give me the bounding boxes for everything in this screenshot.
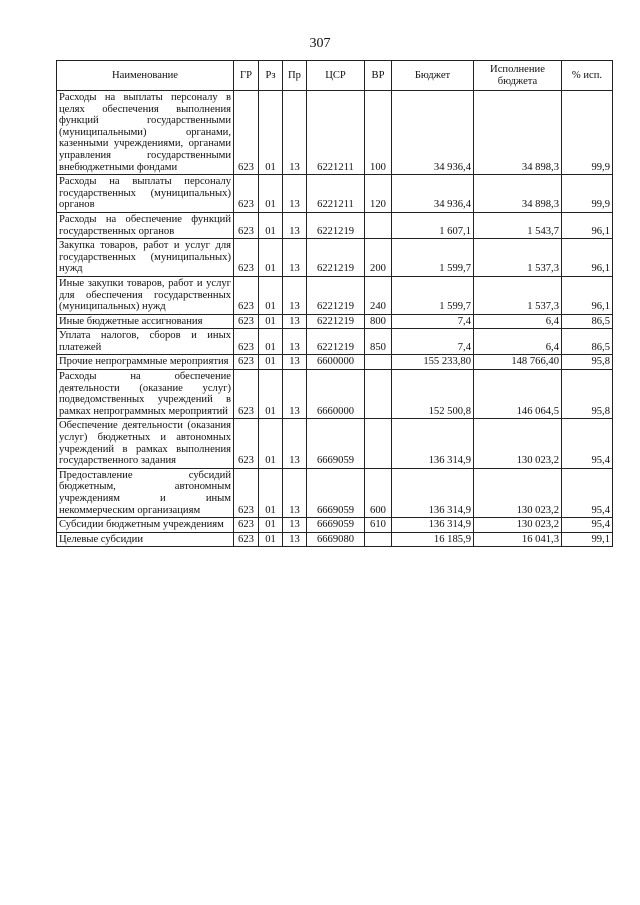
cell-execution: 1 543,7 (474, 212, 562, 238)
cell-budget: 155 233,80 (392, 355, 474, 370)
cell-name: Иные бюджетные ассигнования (57, 314, 234, 329)
cell-percent: 95,4 (562, 419, 613, 468)
cell-gr: 623 (234, 91, 259, 175)
cell-percent: 96,1 (562, 276, 613, 314)
cell-pr: 13 (283, 91, 307, 175)
cell-csr: 6221211 (307, 175, 365, 213)
cell-name: Уплата налогов, сборов и иных платежей (57, 329, 234, 355)
cell-pr: 13 (283, 419, 307, 468)
cell-csr: 6221211 (307, 91, 365, 175)
cell-rz: 01 (259, 355, 283, 370)
cell-budget: 34 936,4 (392, 175, 474, 213)
cell-percent: 95,8 (562, 370, 613, 419)
cell-execution: 34 898,3 (474, 175, 562, 213)
table-row (57, 91, 613, 175)
cell-csr: 6221219 (307, 276, 365, 314)
cell-percent: 86,5 (562, 314, 613, 329)
cell-vr: 100 (365, 91, 392, 175)
cell-percent: 99,1 (562, 532, 613, 547)
cell-percent: 96,1 (562, 212, 613, 238)
cell-budget: 1 607,1 (392, 212, 474, 238)
cell-name: Расходы на выплаты персоналу в целях обеспечения выполнения функций государственными (муниципальными) органами, казенными учреждениями, органами управления государственными внебюджетными фондами (57, 91, 234, 175)
cell-execution: 16 041,3 (474, 532, 562, 547)
cell-gr: 623 (234, 370, 259, 419)
cell-csr: 6669080 (307, 532, 365, 547)
cell-execution: 6,4 (474, 329, 562, 355)
cell-name: Целевые субсидии (57, 532, 234, 547)
cell-csr: 6669059 (307, 419, 365, 468)
cell-pr: 13 (283, 518, 307, 533)
cell-budget: 7,4 (392, 314, 474, 329)
header-csr: ЦСР (307, 61, 365, 91)
cell-gr: 623 (234, 419, 259, 468)
cell-gr: 623 (234, 532, 259, 547)
cell-gr: 623 (234, 239, 259, 277)
cell-rz: 01 (259, 370, 283, 419)
cell-gr: 623 (234, 276, 259, 314)
table-row (57, 314, 613, 329)
cell-vr: 610 (365, 518, 392, 533)
cell-rz: 01 (259, 239, 283, 277)
cell-pr: 13 (283, 175, 307, 213)
cell-gr: 623 (234, 355, 259, 370)
cell-execution: 130 023,2 (474, 518, 562, 533)
cell-percent: 86,5 (562, 329, 613, 355)
cell-budget: 136 314,9 (392, 518, 474, 533)
cell-name: Обеспечение деятельности (оказания услуг) бюджетных и автономных учреждений в рамках выполнения государственного задания (57, 419, 234, 468)
table-row (57, 329, 613, 355)
cell-vr: 200 (365, 239, 392, 277)
cell-vr: 120 (365, 175, 392, 213)
cell-rz: 01 (259, 329, 283, 355)
cell-vr (365, 370, 392, 419)
table-row (57, 370, 613, 419)
cell-name: Предоставление субсидий бюджетным, автономным учреждениям и иным некоммерческим организациям (57, 468, 234, 517)
header-gr: ГР (234, 61, 259, 91)
cell-vr: 800 (365, 314, 392, 329)
cell-vr (365, 355, 392, 370)
cell-name: Расходы на обеспечение деятельности (оказание услуг) подведомственных учреждений в рамках непрограммных мероприятий (57, 370, 234, 419)
cell-percent: 99,9 (562, 91, 613, 175)
cell-budget: 1 599,7 (392, 276, 474, 314)
header-pr: Пр (283, 61, 307, 91)
cell-csr: 6221219 (307, 329, 365, 355)
table-row (57, 532, 613, 547)
cell-rz: 01 (259, 518, 283, 533)
page-number: 307 (309, 36, 331, 51)
cell-gr: 623 (234, 468, 259, 517)
cell-csr: 6600000 (307, 355, 365, 370)
cell-execution: 130 023,2 (474, 419, 562, 468)
cell-rz: 01 (259, 175, 283, 213)
cell-csr: 6221219 (307, 314, 365, 329)
cell-name: Субсидии бюджетным учреждениям (57, 518, 234, 533)
cell-budget: 152 500,8 (392, 370, 474, 419)
cell-rz: 01 (259, 419, 283, 468)
cell-rz: 01 (259, 212, 283, 238)
table-row (57, 212, 613, 238)
cell-vr (365, 212, 392, 238)
cell-percent: 95,4 (562, 518, 613, 533)
cell-vr: 240 (365, 276, 392, 314)
cell-budget: 136 314,9 (392, 468, 474, 517)
cell-gr: 623 (234, 212, 259, 238)
cell-gr: 623 (234, 518, 259, 533)
cell-vr: 850 (365, 329, 392, 355)
cell-execution: 148 766,40 (474, 355, 562, 370)
cell-percent: 96,1 (562, 239, 613, 277)
cell-pr: 13 (283, 212, 307, 238)
cell-vr: 600 (365, 468, 392, 517)
cell-vr (365, 419, 392, 468)
table-row (57, 239, 613, 277)
cell-execution: 1 537,3 (474, 239, 562, 277)
cell-pr: 13 (283, 355, 307, 370)
cell-pr: 13 (283, 329, 307, 355)
cell-rz: 01 (259, 91, 283, 175)
table-row (57, 468, 613, 517)
header-vr: ВР (365, 61, 392, 91)
cell-csr: 6221219 (307, 212, 365, 238)
cell-gr: 623 (234, 329, 259, 355)
cell-csr: 6221219 (307, 239, 365, 277)
cell-gr: 623 (234, 314, 259, 329)
cell-name: Иные закупки товаров, работ и услуг для обеспечения государственных (муниципальных) нужд (57, 276, 234, 314)
cell-budget: 16 185,9 (392, 532, 474, 547)
cell-execution: 6,4 (474, 314, 562, 329)
cell-pr: 13 (283, 276, 307, 314)
cell-percent: 95,4 (562, 468, 613, 517)
cell-pr: 13 (283, 314, 307, 329)
cell-name: Прочие непрограммные мероприятия (57, 355, 234, 370)
header-percent: % исп. (562, 61, 613, 91)
table-row (57, 355, 613, 370)
cell-execution: 130 023,2 (474, 468, 562, 517)
cell-rz: 01 (259, 532, 283, 547)
cell-budget: 34 936,4 (392, 91, 474, 175)
cell-rz: 01 (259, 314, 283, 329)
cell-name: Закупка товаров, работ и услуг для государственных (муниципальных) нужд (57, 239, 234, 277)
cell-execution: 146 064,5 (474, 370, 562, 419)
cell-execution: 1 537,3 (474, 276, 562, 314)
table-row (57, 419, 613, 468)
table-body (57, 91, 613, 547)
cell-gr: 623 (234, 175, 259, 213)
cell-name: Расходы на обеспечение функций государственных органов (57, 212, 234, 238)
cell-pr: 13 (283, 468, 307, 517)
cell-pr: 13 (283, 370, 307, 419)
table-row (57, 518, 613, 533)
table-header-row (57, 61, 613, 91)
cell-rz: 01 (259, 276, 283, 314)
budget-table (56, 60, 613, 547)
cell-csr: 6669059 (307, 468, 365, 517)
header-budget: Бюджет (392, 61, 474, 91)
cell-csr: 6669059 (307, 518, 365, 533)
cell-pr: 13 (283, 239, 307, 277)
cell-csr: 6660000 (307, 370, 365, 419)
cell-budget: 1 599,7 (392, 239, 474, 277)
cell-percent: 99,9 (562, 175, 613, 213)
header-name: Наименование (57, 61, 234, 91)
header-rz: Рз (259, 61, 283, 91)
cell-percent: 95,8 (562, 355, 613, 370)
cell-pr: 13 (283, 532, 307, 547)
table-row (57, 175, 613, 213)
cell-name: Расходы на выплаты персоналу государственных (муниципальных) органов (57, 175, 234, 213)
cell-execution: 34 898,3 (474, 91, 562, 175)
cell-budget: 7,4 (392, 329, 474, 355)
header-execution: Исполнение бюджета (474, 61, 562, 91)
cell-rz: 01 (259, 468, 283, 517)
cell-vr (365, 532, 392, 547)
cell-budget: 136 314,9 (392, 419, 474, 468)
table-row (57, 276, 613, 314)
